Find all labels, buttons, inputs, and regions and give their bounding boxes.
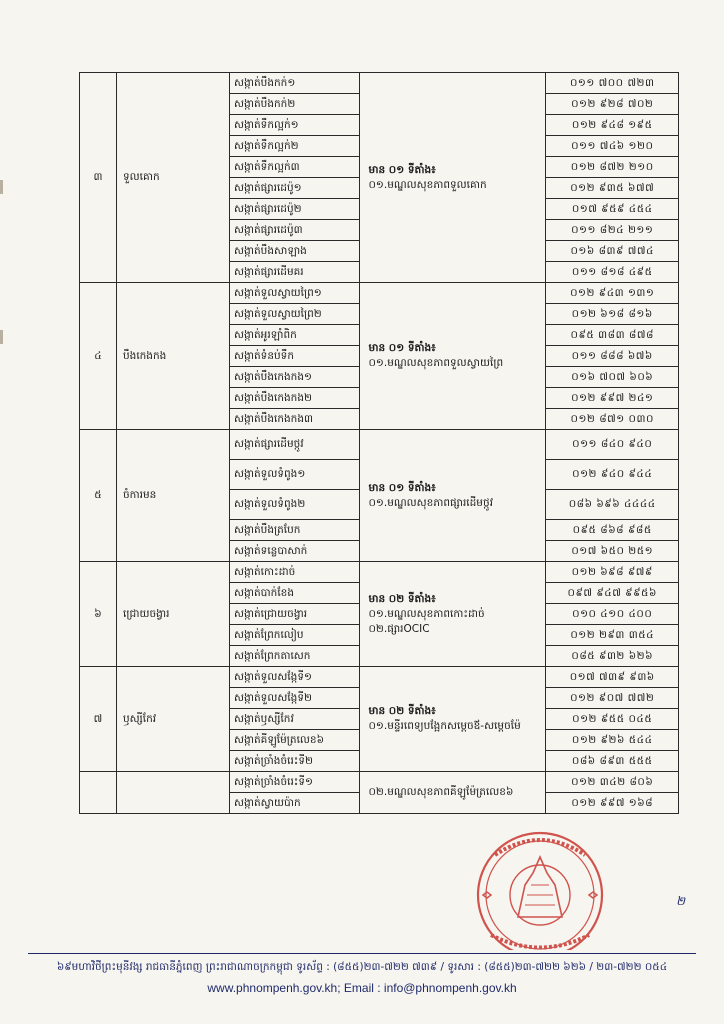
contact-phone[interactable]: ០១២ ៩០៧ ៧៧២ xyxy=(546,688,679,709)
contact-phone[interactable]: ០៨៦ ៨៩៣ ៥៥៥ xyxy=(546,751,679,772)
commune-name: សង្កាត់ស្វាយប៉ាក xyxy=(230,793,360,814)
commune-name: សង្កាត់ផ្សារដេប៉ូ៣ xyxy=(230,220,360,241)
contact-phone[interactable]: ០១២ ៩៩៧ ២៤១ xyxy=(546,388,679,409)
scan-edge-mark xyxy=(0,330,3,344)
commune-name: សង្កាត់បាក់ខែង xyxy=(230,583,360,604)
site-name: ០២.មណ្ឌលសុខភាពគីឡូម៉ែត្រលេខ៦ xyxy=(368,786,514,798)
table-row xyxy=(80,430,679,460)
commune-name: សង្កាត់បឹងកេងកង២ xyxy=(230,388,360,409)
vaccination-sites xyxy=(360,772,546,814)
commune-name: សង្កាត់ផ្សារដេប៉ូ១ xyxy=(230,178,360,199)
commune-name: សង្កាត់ព្រែកលៀប xyxy=(230,625,360,646)
table-row xyxy=(80,667,679,688)
commune-name: សង្កាត់ទួលស្វាយព្រៃ១ xyxy=(230,283,360,304)
contact-phone[interactable]: ០១៧ ៦៥០ ២៥១ xyxy=(546,541,679,562)
table-row xyxy=(80,772,679,793)
commune-name: សង្កាត់ទួលសង្កែទី១ xyxy=(230,667,360,688)
district-number xyxy=(80,772,117,814)
footer-website-link[interactable]: www.phnompenh.gov.kh; Email : info@phnompenh.gov.kh xyxy=(207,981,517,995)
contact-phone[interactable]: ០១១ ៨១៨ ៤៩៥ xyxy=(546,262,679,283)
contact-phone[interactable]: ០១២ ៩២៦ ៥៤៤ xyxy=(546,730,679,751)
contact-phone[interactable]: ០១២ ៩៣៥ ៦៧៧ xyxy=(546,178,679,199)
district-number: ៤ xyxy=(80,283,117,430)
commune-name: សង្កាត់បឹងកក់១ xyxy=(230,73,360,94)
contact-phone[interactable]: ០១២ ៦៩៨ ៩៧៩ xyxy=(546,562,679,583)
commune-name: សង្កាត់ជ្រោយចង្វារ xyxy=(230,604,360,625)
commune-name: សង្កាត់ឫស្សីកែវ xyxy=(230,709,360,730)
contact-phone[interactable]: ០១២ ៩៤៣ ១៣១ xyxy=(546,283,679,304)
contact-phone[interactable]: ០១២ ៩៤៨ ១៩៥ xyxy=(546,115,679,136)
commune-name: សង្កាត់បឹងសាឡាង xyxy=(230,241,360,262)
district-name: ជ្រោយចង្វារ xyxy=(116,562,229,667)
commune-name: សង្កាត់កោះដាច់ xyxy=(230,562,360,583)
site-count-heading: មាន ០១ ទីតាំង៖ xyxy=(368,342,436,354)
site-count-heading: មាន ០១ ទីតាំង៖ xyxy=(368,163,436,176)
commune-name: សង្កាត់ច្រាំងចំរេះទី២ xyxy=(230,751,360,772)
district-name: ចំការមន xyxy=(116,430,229,562)
district-name: ទួលគោក xyxy=(116,73,229,283)
contact-phone[interactable]: ០១១ ៨២៤ ២១១ xyxy=(546,220,679,241)
commune-name: សង្កាត់ច្រាំងចំរេះទី១ xyxy=(230,772,360,793)
footer-divider xyxy=(28,953,696,954)
district-number: ៦ xyxy=(80,562,117,667)
contact-phone[interactable]: ០១៦ ៨៣៩ ៧៧៤ xyxy=(546,241,679,262)
commune-name: សង្កាត់ទួលទំពូង១ xyxy=(230,460,360,490)
commune-name: សង្កាត់បឹងកេងកង៣ xyxy=(230,409,360,430)
table-row xyxy=(80,283,679,304)
contact-phone[interactable]: ០១៦ ៧០៧ ៦០៦ xyxy=(546,367,679,388)
commune-name: សង្កាត់បឹងត្របែក xyxy=(230,520,360,541)
site-count-heading: មាន ០២ ទីតាំង៖ xyxy=(368,705,436,717)
site-name: ០១.មណ្ឌលសុខភាពទួលគោក xyxy=(368,178,487,191)
commune-name: សង្កាត់បឹងកេងកង១ xyxy=(230,367,360,388)
commune-name: សង្កាត់ព្រែកតាសេក xyxy=(230,646,360,667)
commune-name: សង្កាត់គីឡូម៉ែត្រលេខ៦ xyxy=(230,730,360,751)
contact-phone[interactable]: ០១២ ២៩៣ ៣៥៤ xyxy=(546,625,679,646)
contact-phone[interactable]: ០៨៥ ៩៣២ ៦២៦ xyxy=(546,646,679,667)
district-number: ៥ xyxy=(80,430,117,562)
footer-address: ៦៩មហាវិថីព្រះមុនីវង្ស រាជធានីភ្នំពេញ ព្រះរាជាណាចក្រកម្ពុជា ទូរស័ព្ទ : (៨៥៥)២៣-៧២២ ៧៣៩ / ទូរសារ : (៨៥៥)២៣-៧២២ ៦២៦ / ២៣-៧២២ ០៥៤ xyxy=(56,961,668,973)
contact-phone[interactable]: ០៩៥ ៨៦៨ ៩៨៥ xyxy=(546,520,679,541)
contact-phone[interactable]: ០១២ ៦១៨ ៨១៦ xyxy=(546,304,679,325)
contact-phone[interactable]: ០១២ ៩២៨ ៧០២ xyxy=(546,94,679,115)
contact-phone[interactable]: ០៨៦ ៦៩៦ ៤៤៤៤ xyxy=(546,490,679,520)
contact-phone[interactable]: ០១២ ៩៩៧ ១៦៨ xyxy=(546,793,679,814)
site-name: ០១.មណ្ឌលសុខភាពកោះដាច់ xyxy=(368,607,485,620)
official-seal-icon xyxy=(455,825,625,950)
contact-phone[interactable]: ០១១ ៧៤៦ ១២០ xyxy=(546,136,679,157)
scan-edge-mark xyxy=(0,180,3,194)
site-count-heading: មាន ០១ ទីតាំង៖ xyxy=(368,481,436,494)
district-name: ឫស្សីកែវ xyxy=(116,667,229,772)
commune-name: សង្កាត់ទួលសង្កែទី២ xyxy=(230,688,360,709)
vaccination-sites xyxy=(360,562,546,667)
commune-name: សង្កាត់បឹងកក់២ xyxy=(230,94,360,115)
commune-name: សង្កាត់ផ្សារដេប៉ូ២ xyxy=(230,199,360,220)
contact-phone[interactable]: ០១១ ៨៤០ ៩៤០ xyxy=(546,430,679,460)
site-name: ០១.មណ្ឌលសុខភាពផ្សារដើមថ្កូវ xyxy=(368,496,493,509)
site-name: ០១.មណ្ឌលសុខភាពទួលស្វាយព្រៃ xyxy=(368,357,504,369)
page-number: ២ xyxy=(676,894,686,908)
commune-name: សង្កាត់ទួលទំពូង២ xyxy=(230,490,360,520)
contact-phone[interactable]: ០១០ ៤១០ ៤០០ xyxy=(546,604,679,625)
district-name xyxy=(116,772,229,814)
contact-phone[interactable]: ០១២ ៩៥៥ ០៤៥ xyxy=(546,709,679,730)
vaccination-sites xyxy=(360,430,546,562)
commune-name: សង្កាត់ទឹកល្អក់៣ xyxy=(230,157,360,178)
contact-phone[interactable]: ០១២ ៩៤០ ៩៤៤ xyxy=(546,460,679,490)
contact-phone[interactable]: ០១២ ៨៧២ ២១០ xyxy=(546,157,679,178)
vaccination-sites xyxy=(360,667,546,772)
commune-name: សង្កាត់ទន្លេបាសាក់ xyxy=(230,541,360,562)
site-count-heading: មាន ០២ ទីតាំង៖ xyxy=(368,592,436,605)
district-name: បឹងកេងកង xyxy=(116,283,229,430)
site-name: ០២.ផ្សារOCIC xyxy=(368,622,430,635)
district-number: ៣ xyxy=(80,73,117,283)
contact-phone[interactable]: ០១៧ ៩៥៩ ៤៥៤ xyxy=(546,199,679,220)
site-name: ០១.មន្ទីរពេទ្យបង្អែកសម្តេចឪ-សម្តេចម៉ែ xyxy=(368,720,521,732)
district-number: ៧ xyxy=(80,667,117,772)
contact-phone[interactable]: ០១២ ៣៤២ ៨០៦ xyxy=(546,772,679,793)
table-row xyxy=(80,562,679,583)
contact-phone[interactable]: ០១១ ៨៨៨ ៦៧៦ xyxy=(546,346,679,367)
contact-phone[interactable]: ០៩៧ ៩៤៧ ៩៩៥៦ xyxy=(546,583,679,604)
contact-phone[interactable]: ០១២ ៨៧១ ០៣០ xyxy=(546,409,679,430)
commune-name: សង្កាត់ផ្សារដើមគរ xyxy=(230,262,360,283)
commune-name: សង្កាត់ទួលស្វាយព្រៃ២ xyxy=(230,304,360,325)
vaccination-sites xyxy=(360,283,546,430)
vaccination-sites xyxy=(360,73,546,283)
commune-name: សង្កាត់ទំនប់ទឹក xyxy=(230,346,360,367)
contact-phone[interactable]: ០១១ ៧០០ ៧២៣ xyxy=(546,73,679,94)
commune-name: សង្កាត់ទឹកល្អក់២ xyxy=(230,136,360,157)
contact-phone[interactable]: ០១៧ ៧៣៩ ៩៣៦ xyxy=(546,667,679,688)
commune-name: សង្កាត់ផ្សារដើមថ្កូវ xyxy=(230,430,360,460)
commune-name: សង្កាត់អូរឡាំពិក xyxy=(230,325,360,346)
commune-name: សង្កាត់ទឹកល្អក់១ xyxy=(230,115,360,136)
table-row xyxy=(80,73,679,94)
contact-phone[interactable]: ០៩៥ ៣៨៣ ៨៧៨ xyxy=(546,325,679,346)
district-contact-table xyxy=(79,72,679,814)
